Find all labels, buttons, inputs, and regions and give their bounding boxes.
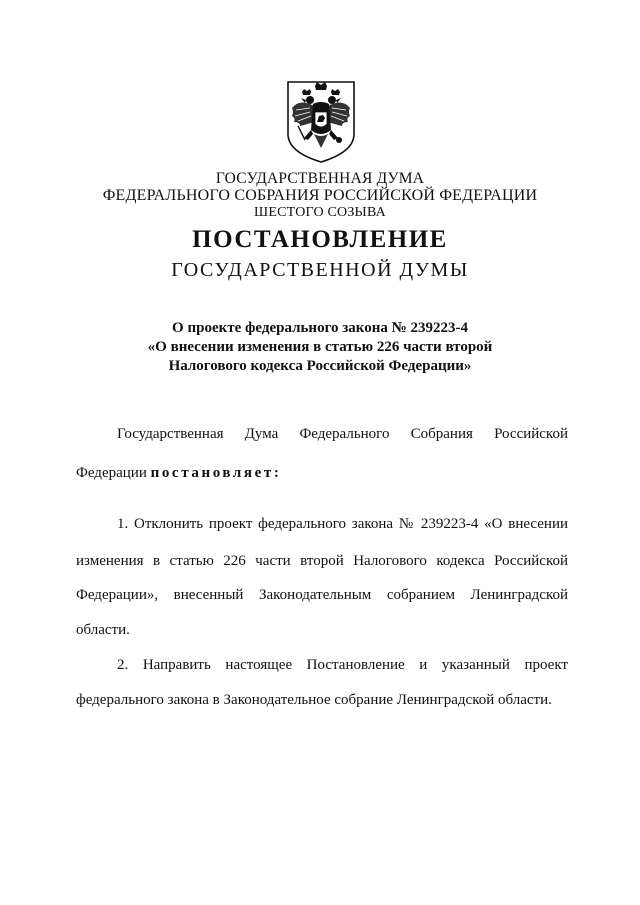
subject-line-3: Налогового кодекса Российской Федерации» bbox=[168, 358, 472, 374]
item-1-line-2: изменения в статью 226 части второй Налогового кодекса Российской bbox=[76, 553, 568, 569]
item-1-line-4: области. bbox=[76, 622, 130, 638]
preamble-federation: Федерации bbox=[76, 465, 151, 481]
russian-coat-of-arms-icon bbox=[280, 78, 362, 164]
document-subtitle: ГОСУДАРСТВЕННОЙ ДУМЫ bbox=[171, 259, 469, 281]
item-1-line-3: Федерации», внесенный Законодательным собранием Ленинградской bbox=[76, 587, 568, 603]
issuer-line-2: ФЕДЕРАЛЬНОГО СОБРАНИЯ РОССИЙСКОЙ ФЕДЕРАЦИИ bbox=[102, 187, 538, 204]
subject-line-2: «О внесении изменения в статью 226 части второй bbox=[147, 339, 493, 355]
convocation-line: ШЕСТОГО СОЗЫВА bbox=[254, 205, 386, 220]
preamble-line-1: Государственная Дума Федерального Собрания Российской bbox=[117, 426, 568, 442]
item-2-line-1: 2. Направить настоящее Постановление и указанный проект bbox=[117, 657, 568, 673]
subject-line-1: О проекте федерального закона № 239223-4 bbox=[172, 320, 468, 336]
issuer-line-1: ГОСУДАРСТВЕННАЯ ДУМА bbox=[215, 170, 425, 187]
preamble-line-2 bbox=[76, 464, 281, 482]
resolves-word: постановляет: bbox=[150, 465, 282, 481]
item-2-line-2: федерального закона в Законодательное собрание Ленинградской области. bbox=[76, 692, 552, 708]
item-1-line-1: 1. Отклонить проект федерального закона № 239223-4 «О внесении bbox=[117, 516, 568, 532]
document-title: ПОСТАНОВЛЕНИЕ bbox=[192, 226, 448, 253]
